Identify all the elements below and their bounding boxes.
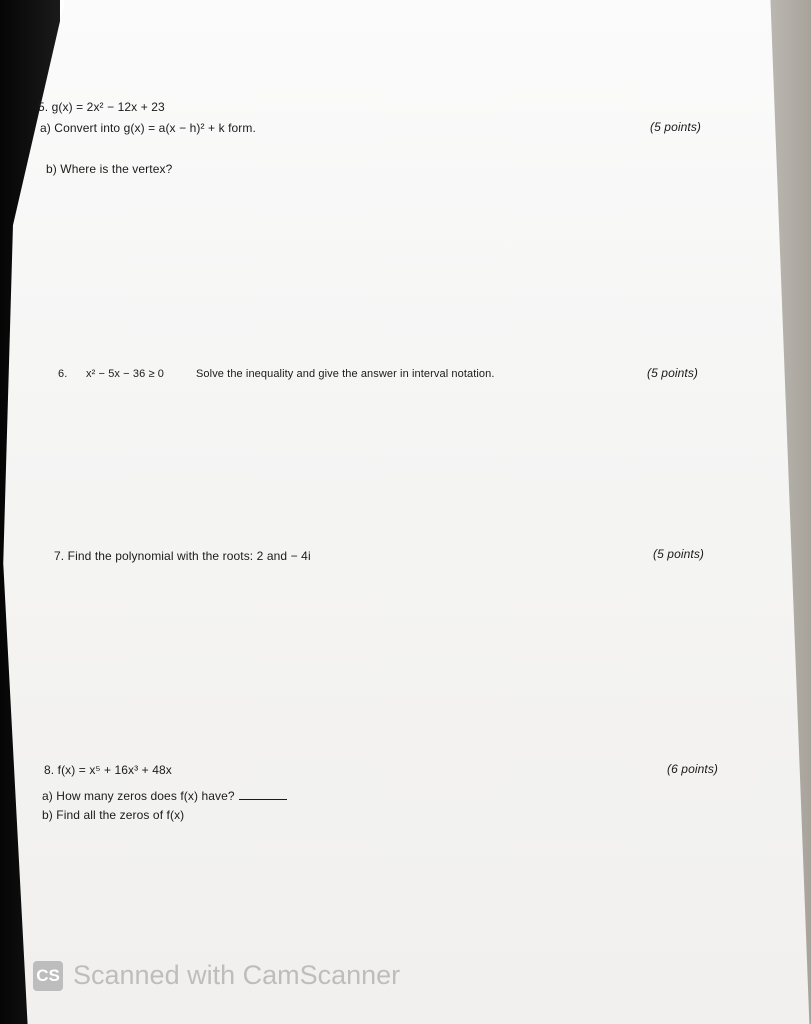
q8-points: (6 points) — [667, 762, 719, 776]
camscanner-watermark — [33, 960, 400, 991]
q6-points: (5 points) — [647, 366, 699, 380]
q6-number: 6. — [58, 368, 68, 380]
camscanner-logo: CS — [33, 961, 63, 991]
camscanner-text: Scanned with CamScanner — [73, 960, 401, 990]
q8-part-a — [42, 789, 287, 803]
q5-part-b: b) Where is the vertex? — [46, 162, 173, 176]
answer-blank — [239, 789, 287, 800]
q5-part-a: a) Convert into g(x) = a(x − h)² + k form. — [40, 121, 256, 135]
q5-points: (5 points) — [650, 120, 702, 134]
q7-prompt: 7. Find the polynomial with the roots: 2 and − 4i — [54, 549, 311, 563]
q5-function: 5. g(x) = 2x² − 12x + 23 — [38, 100, 165, 114]
q8-part-b: b) Find all the zeros of f(x) — [42, 808, 185, 822]
q8-function: 8. f(x) = x⁵ + 16x³ + 48x — [44, 763, 172, 777]
q7-points: (5 points) — [653, 547, 705, 561]
q6-prompt: Solve the inequality and give the answer in interval notation. — [196, 368, 495, 380]
q6-inequality: x² − 5x − 36 ≥ 0 — [86, 368, 164, 380]
q8-part-a-text: a) How many zeros does f(x) have? — [42, 789, 235, 803]
